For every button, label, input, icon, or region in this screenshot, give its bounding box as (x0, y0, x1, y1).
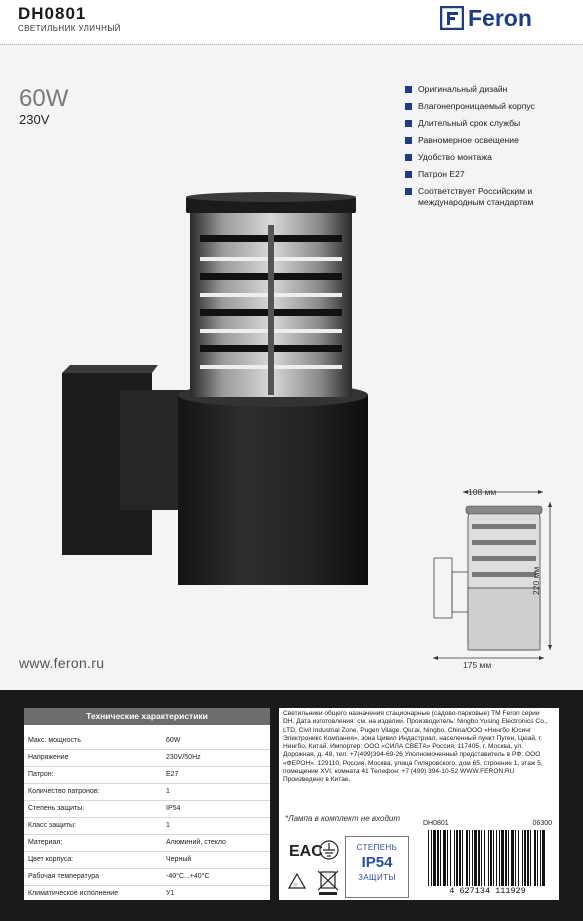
table-row: Степень защиты: IP54 (24, 801, 270, 818)
dim-depth: 175 мм (463, 660, 492, 670)
square-bullet-icon (405, 86, 412, 93)
ip54-protection-badge: СТЕПЕНЬ IP54 ЗАЩИТЫ (345, 836, 409, 898)
legal-description: Светильники общего назначения стационарные (садово-парковые) ТМ Feron серии DH. Дата изготовления: см. на изделии. Производитель: Ningbo Yusing Electronics Co., LTD, Civil Industrial Zone, Pugen Vilage, Qiu'ai, Ningbo, China/ООО «Нингбо Юсинг Электроникс Компания», зона Цивил Индастриал, населенный пункт Пуген, Цюай, г. Нингбо, Китай. Импортер: ООО «СИЛА СВЕТА» Россия, 117405, г. Москва, ул. Дорожная, д. 48, тел. +7(499)394-69-26 Уполномоченный представитель в РФ: ООО «ФЕРОН». 129110, Россия, Москва, улица Гиляровского, дом 65, строение 1, этаж 5, помещение XVI, комната 41 Телефон: +7 (499) 394-10-52 WWW.FERON.RU Произведено в Китае. (283, 710, 548, 784)
table-row: Макс. мощность 60W (24, 733, 270, 750)
feature-item: Удобство монтажа (405, 152, 583, 163)
feature-item: Соответствует Российским и международным стандартам (405, 186, 583, 208)
table-row: Климатическое исполнение У1 (28, 890, 175, 897)
spec-table-title: Технические характеристики (24, 708, 270, 725)
feature-item: Влагонепроницаемый корпус (405, 101, 583, 112)
table-row: Количество патронов: 1 (24, 784, 270, 801)
brand-name: Feron (468, 4, 532, 31)
feature-item: Длительный срок службы (405, 118, 583, 129)
table-row: Напряжение 230V/50Hz (24, 750, 270, 767)
no-trash-bin-icon (318, 871, 338, 895)
table-row: Материал: Алюминий, стекло (24, 835, 270, 852)
eac-mark-icon: EAC (289, 843, 323, 860)
barcode-block (420, 820, 555, 898)
square-bullet-icon (405, 188, 412, 195)
header-divider (0, 44, 583, 45)
square-bullet-icon (405, 120, 412, 127)
power-rating: 60W (19, 85, 69, 112)
brand-logo (440, 4, 532, 32)
table-row: Цвет корпуса: Черный (24, 852, 270, 869)
lamp-not-included-note: *Лампа в комплект не входит (285, 814, 400, 823)
square-bullet-icon (405, 171, 412, 178)
square-bullet-icon (405, 103, 412, 110)
barcode-icon (420, 830, 555, 888)
dim-height: 220 мм (531, 566, 541, 595)
voltage-rating: 230V (19, 112, 50, 127)
barcode-digits: 4 627134 111929 (420, 886, 555, 896)
feature-item: Оригинальный дизайн (405, 84, 583, 95)
feature-item: Патрон E27 (405, 169, 583, 180)
svg-text:♲: ♲ (293, 882, 298, 888)
table-row: Рабочая температура -40°C...+40°C (24, 869, 270, 886)
barcode-model: DH0801 (423, 820, 449, 827)
spec-table (24, 708, 270, 900)
dim-diameter: 108 мм (468, 487, 497, 497)
square-bullet-icon (405, 154, 412, 161)
table-row: Класс защиты: 1 (24, 818, 270, 835)
feature-item: Равномерное освещение (405, 135, 583, 146)
info-panel (279, 708, 559, 900)
model-title: DH0801 (18, 4, 87, 23)
recycle-icon (289, 874, 305, 888)
square-bullet-icon (405, 137, 412, 144)
lamp-product-image (60, 185, 380, 585)
table-row: Патрон: E27 (24, 767, 270, 784)
feron-logo-icon (440, 6, 464, 30)
feature-list (405, 84, 583, 214)
product-subtitle: СВЕТИЛЬНИК УЛИЧНЫЙ (18, 24, 121, 33)
barcode-code: 06300 (532, 820, 552, 827)
website-url: www.feron.ru (19, 655, 105, 671)
